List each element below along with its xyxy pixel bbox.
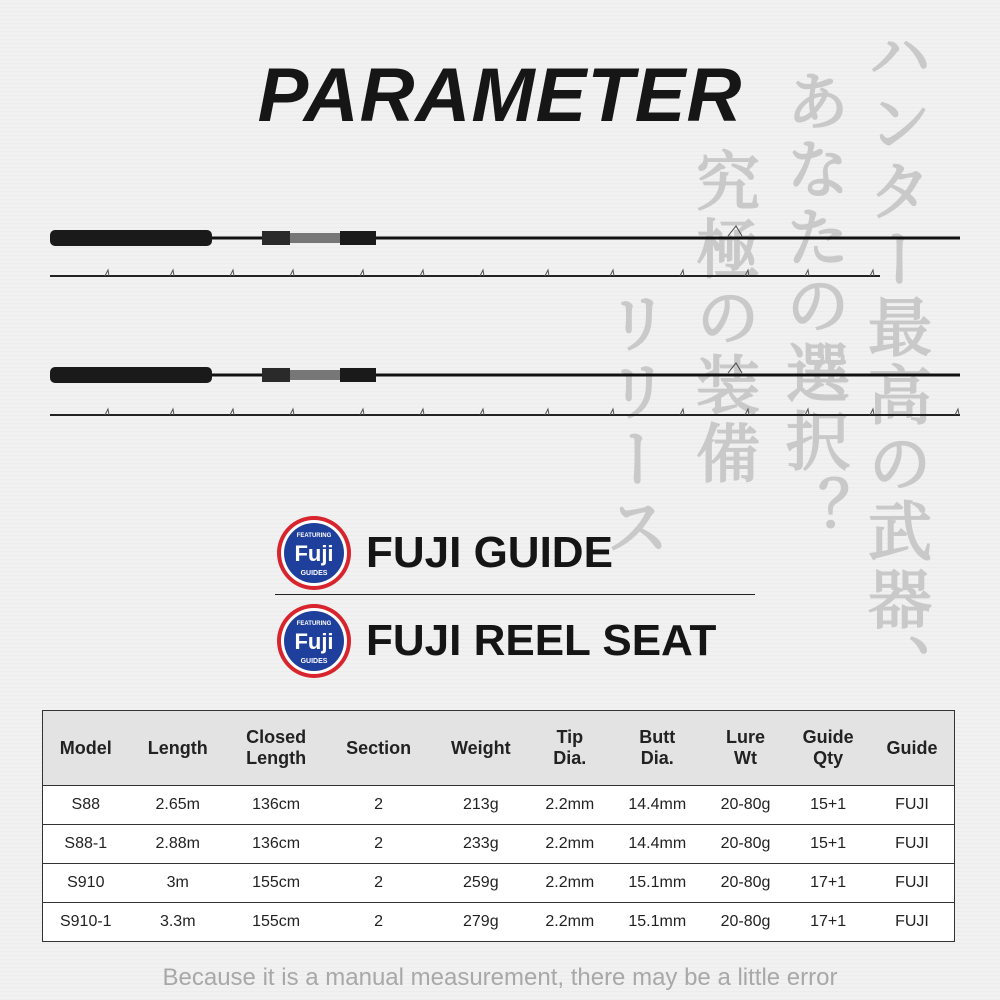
feature-label: FUJI REEL SEAT [366,616,717,665]
table-cell: 2 [325,864,432,903]
column-header-text: Tip [556,727,584,747]
column-header-text: Qty [813,748,844,768]
column-header-text: Guide [802,727,854,747]
table-cell: 155cm [227,903,325,942]
table-cell: FUJI [870,864,955,903]
table-row [43,786,955,825]
table-cell: S88-1 [43,825,129,864]
logo-top-text: FEATURING [296,533,332,539]
logo-top-text: FEATURING [296,621,332,627]
feature-fuji-guide [276,515,613,591]
slogan-col4: リリース [595,290,670,562]
table-cell: 2.2mm [530,903,610,942]
table-cell: FUJI [870,903,955,942]
column-header [705,711,787,786]
table-cell: 2.88m [129,825,227,864]
fuji-logo [276,515,352,591]
fuji-logo [276,603,352,679]
table-header-row [43,711,955,786]
column-header-text: Dia. [640,748,674,768]
rod-guides [105,270,959,415]
feature-label: FUJI GUIDE [366,528,613,577]
rod-images [0,0,1000,450]
table-cell: 3m [129,864,227,903]
column-header-text: Butt [639,727,676,747]
table-cell: 2 [325,786,432,825]
column-header [870,711,955,786]
column-header-text: Lure [725,727,765,747]
logo-brand-text: Fuji [294,629,334,654]
column-header-text: Length [246,748,307,768]
table-cell: 2 [325,903,432,942]
column-header-text: Section [346,737,412,758]
table-row [43,903,955,942]
table-cell: S910 [43,864,129,903]
table-cell: 3.3m [129,903,227,942]
column-header [786,711,870,786]
rod-1-butt-section [50,226,960,246]
parameter-table [42,710,955,942]
column-header-text: Guide [886,737,938,758]
table-cell: 233g [432,825,530,864]
table-row [43,825,955,864]
rod-1-handle [50,230,212,246]
table-cell: 2.2mm [530,864,610,903]
table-cell: 279g [432,903,530,942]
logo-bottom-text: GUIDES [300,570,328,577]
table-cell: 259g [432,864,530,903]
column-header [530,711,610,786]
column-header [610,711,705,786]
divider [275,594,755,595]
table-cell: 17+1 [786,864,870,903]
table-cell: 213g [432,786,530,825]
table-cell: 136cm [227,825,325,864]
table-cell: FUJI [870,786,955,825]
logo-bottom-text: GUIDES [300,658,328,665]
column-header [432,711,530,786]
table-body [43,786,955,942]
table-cell: 20-80g [705,786,787,825]
page-title: PARAMETER [257,53,743,138]
table-cell: 15+1 [786,786,870,825]
table-cell: S88 [43,786,129,825]
column-header [43,711,129,786]
table-cell: 15.1mm [610,903,705,942]
rod-2-handle [50,367,212,383]
rod-2-reel-seat [262,368,290,382]
rod-2-butt-section [50,363,960,383]
column-header-text: Wt [733,748,757,768]
table-row [43,864,955,903]
table-cell: 15.1mm [610,864,705,903]
column-header [227,711,325,786]
column-header-text: Model [59,737,112,758]
table-cell: 2.2mm [530,786,610,825]
feature-fuji-reel-seat [276,603,716,679]
table-cell: 20-80g [705,864,787,903]
table-cell: FUJI [870,825,955,864]
table-cell: 155cm [227,864,325,903]
logo-brand-text: Fuji [294,541,334,566]
table-cell: 15+1 [786,825,870,864]
footer-note: Because it is a manual measurement, there may be a little error [162,964,838,991]
table-cell: 2 [325,825,432,864]
slogan-col3: 究極の装備 [685,148,760,488]
slogan-col1: ハンター最高の武器、 [857,22,932,702]
column-header [129,711,227,786]
table-cell: 2.2mm [530,825,610,864]
column-header-text: Weight [450,737,511,758]
table-cell: 14.4mm [610,825,705,864]
table-cell: 20-80g [705,903,787,942]
table-cell: 136cm [227,786,325,825]
table-cell: 20-80g [705,825,787,864]
table-cell: 14.4mm [610,786,705,825]
table-cell: 17+1 [786,903,870,942]
table-cell: 2.65m [129,786,227,825]
rod-1-reel-seat [262,231,290,245]
slogan-col2: あなたの選択？ [775,68,850,544]
table-cell: S910-1 [43,903,129,942]
column-header [325,711,432,786]
column-header-text: Length [147,737,208,758]
column-header-text: Dia. [553,748,587,768]
column-header-text: Closed [246,727,307,747]
